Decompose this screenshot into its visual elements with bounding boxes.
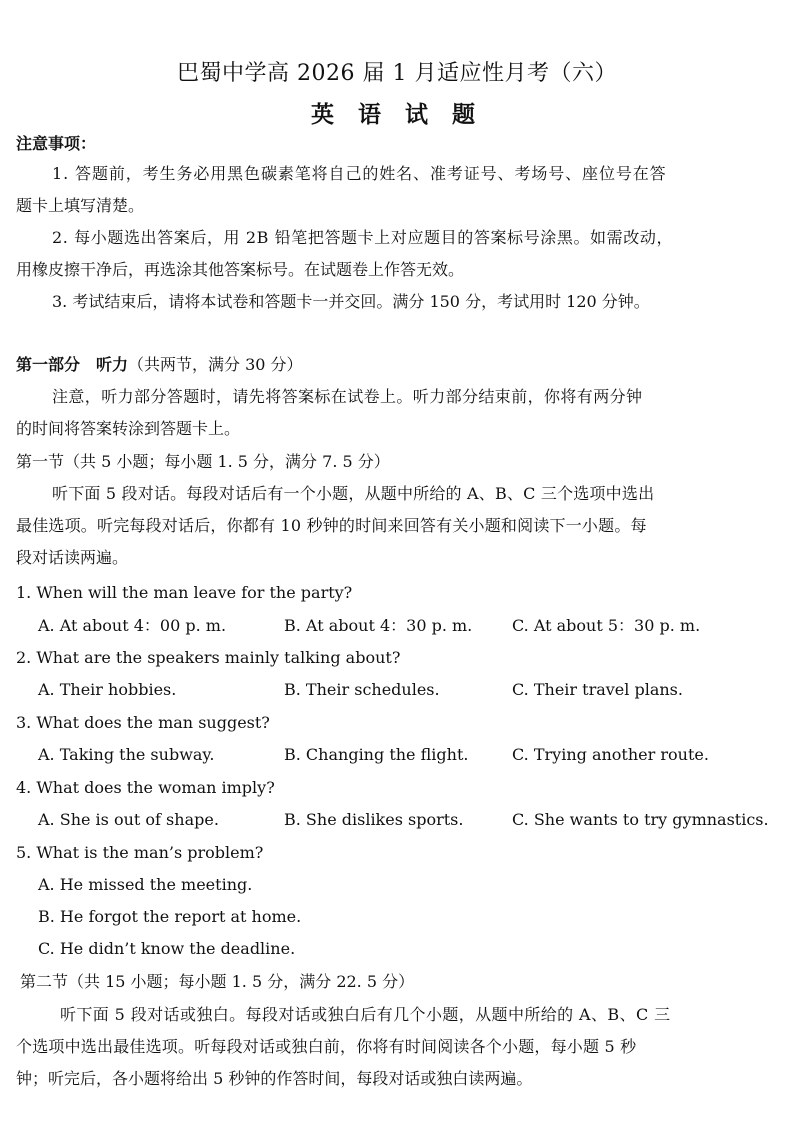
exam-subject: 英 语 试 题 <box>310 101 484 128</box>
notice-line: 1. 答题前，考生务必用黑色碳素笔将自己的姓名、准考证号、考场号、座位号在答 <box>52 164 667 183</box>
question-option: A. At about 4：00 p. m. <box>38 616 227 635</box>
question-option: A. Their hobbies. <box>38 680 177 699</box>
notice-line: 用橡皮擦干净后，再选涂其他答案标号。在试题卷上作答无效。 <box>16 260 465 279</box>
question-option: B. She dislikes sports. <box>284 810 464 829</box>
section2-instruction-line: 钟；听完后，各小题将给出 5 秒钟的作答时间，每段对话或独白读两遍。 <box>16 1069 533 1088</box>
question-option: B. Their schedules. <box>284 680 440 699</box>
section1-instruction-line: 最佳选项。听完每段对话后，你都有 10 秒钟的时间来回答有关小题和阅读下一小题。每 <box>16 516 647 535</box>
question-option: C. Their travel plans. <box>512 680 683 699</box>
part1-heading-bold: 第一部分 听力 <box>16 355 129 374</box>
question-stem: 1. When will the man leave for the party? <box>16 583 353 602</box>
question-option: C. At about 5：30 p. m. <box>512 616 701 635</box>
question-option: C. She wants to try gymnastics. <box>512 810 769 829</box>
notice-line: 3. 考试结束后，请将本试卷和答题卡一并交回。满分 150 分，考试用时 120 分钟。 <box>52 292 650 311</box>
exam-title: 巴蜀中学高 2026 届 1 月适应性月考（六） <box>177 61 617 86</box>
question-stem: 3. What does the man suggest? <box>16 713 270 732</box>
section2-heading: 第二节（共 15 小题；每小题 1. 5 分，满分 22. 5 分） <box>20 972 415 991</box>
question-option: A. He missed the meeting. <box>38 875 253 894</box>
part1-heading <box>16 353 303 377</box>
section1-heading: 第一节（共 5 小题；每小题 1. 5 分，满分 7. 5 分） <box>16 452 390 471</box>
section2-instruction-line: 听下面 5 段对话或独白。每段对话或独白后有几个小题，从题中所给的 A、B、C 三 <box>60 1005 671 1024</box>
part1-note-line: 注意，听力部分答题时，请先将答案标在试卷上。听力部分结束前，你将有两分钟 <box>52 387 643 406</box>
question-option: B. He forgot the report at home. <box>38 907 302 926</box>
notice-line: 题卡上填写清楚。 <box>16 196 145 215</box>
question-stem: 2. What are the speakers mainly talking about? <box>16 648 401 667</box>
question-option: A. She is out of shape. <box>38 810 219 829</box>
section1-instruction-line: 段对话读两遍。 <box>16 548 129 567</box>
section2-instruction-line: 个选项中选出最佳选项。听每段对话或独白前，你将有时间阅读各个小题，每小题 5 秒 <box>16 1037 637 1056</box>
notice-heading: 注意事项： <box>16 134 97 153</box>
part1-heading-rest: （共两节，满分 30 分） <box>128 355 303 374</box>
question-stem: 4. What does the woman imply? <box>16 778 275 797</box>
question-option: C. Trying another route. <box>512 745 709 764</box>
question-option: A. Taking the subway. <box>38 745 215 764</box>
part1-note-line: 的时间将答案转涂到答题卡上。 <box>16 419 241 438</box>
question-option: B. Changing the flight. <box>284 745 469 764</box>
question-stem: 5. What is the man’s problem? <box>16 843 264 862</box>
question-option: C. He didn’t know the deadline. <box>38 939 296 958</box>
section1-instruction-line: 听下面 5 段对话。每段对话后有一个小题，从题中所给的 A、B、C 三个选项中选出 <box>52 484 655 503</box>
notice-line: 2. 每小题选出答案后，用 2B 铅笔把答题卡上对应题目的答案标号涂黑。如需改动， <box>52 228 674 247</box>
question-option: B. At about 4：30 p. m. <box>284 616 473 635</box>
